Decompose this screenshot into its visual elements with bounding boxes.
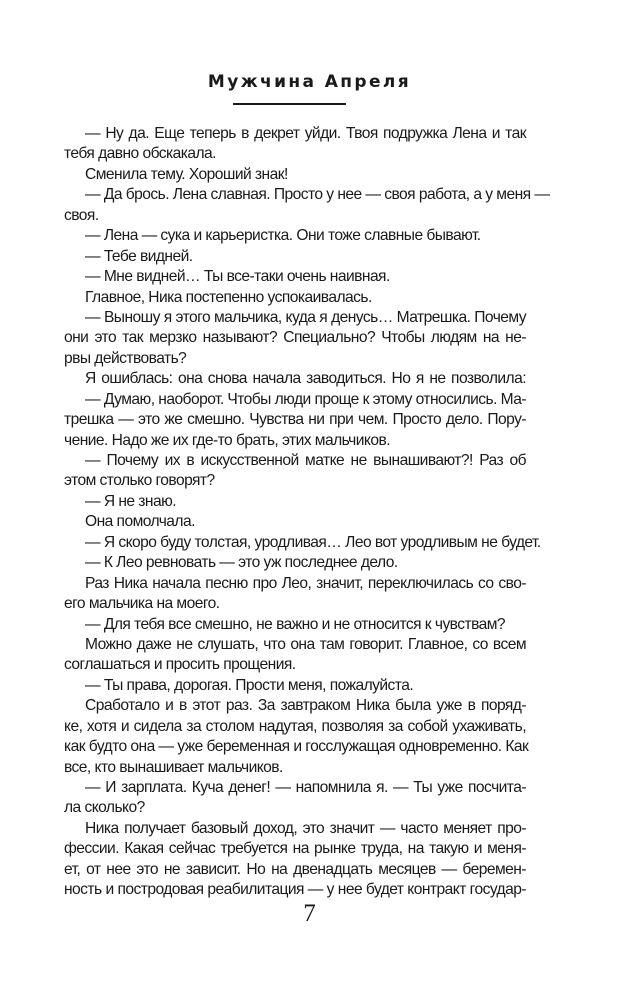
text-line: — И зарплата. Куча денег! — напомнила я. — Ты уже посчита-: [85, 779, 526, 796]
text-line: трешка — это же смешно. Чувства ни при чем. Просто дело. Пору-: [64, 411, 526, 429]
text-line: — Ну да. Еще теперь в декрет уйди. Твоя подружка Лена и так: [85, 125, 526, 142]
text-line: своя.: [64, 206, 99, 224]
text-line: Ника получает базовый доход, это значит — часто меняет про-: [85, 819, 526, 837]
text-line: ет, от нее это не зависит. Но на двенадцать месяцев — беремен-: [64, 860, 526, 878]
text-line: — Мне видней… Ты все-таки очень наивная.: [85, 268, 390, 286]
text-line: — Я скоро буду толстая, уродливая… Лео вот уродливым не будет.: [85, 533, 541, 551]
text-line: — Да брось. Лена славная. Просто у нее — своя работа, а у меня —: [85, 186, 550, 204]
running-header: Мужчина Апреля: [207, 72, 412, 92]
text-line: — Для тебя все смешно, не важно и не относится к чувствам?: [85, 615, 506, 633]
text-line: — Почему их в искусственной матке не вынашивают?! Раз об: [85, 452, 526, 469]
text-line: Я ошиблась: она снова начала заводиться. Но я не позволила:: [85, 370, 526, 388]
header-rule: [233, 103, 346, 105]
text-line: ность и постродовая реабилитация — у нее будет контракт государ-: [64, 881, 526, 899]
text-line: — К Лео ревновать — это уж последнее дело.: [85, 554, 398, 572]
text-line: все, кто вынашивает мальчиков.: [64, 758, 283, 776]
text-line: Она помолчала.: [85, 513, 195, 531]
text-line: — Выношу я этого мальчика, куда я денусь… Матрешка. Почему: [85, 308, 526, 326]
text-line: — Тебе видней.: [85, 247, 193, 265]
text-line: его мальчика на моего.: [64, 595, 220, 613]
text-line: как будто она — уже беременная и госслужащая одновременно. Как: [64, 738, 529, 756]
text-line: этом столько говорят?: [64, 472, 215, 490]
text-line: они это так мерзко называют? Специально? Чтобы людям на не-: [64, 329, 526, 347]
text-line: фессии. Какая сейчас требуется на рынке труда, на такую и меня-: [64, 840, 526, 858]
page-number: 7: [303, 900, 316, 927]
text-line: соглашаться и просить прощения.: [64, 656, 296, 674]
text-line: Можно даже не слушать, что она там говорит. Главное, со всем: [85, 635, 526, 653]
text-line: тебя давно обскакала.: [64, 145, 216, 163]
text-line: ке, хотя и сидела за столом надутая, позволяя за собой ухаживать,: [64, 717, 526, 735]
text-line: — Лена — сука и карьеристка. Они тоже славные бывают.: [85, 227, 481, 245]
text-line: ла сколько?: [64, 799, 145, 817]
text-line: — Я не знаю.: [85, 492, 176, 510]
text-line: Раз Ника начала песню про Лео, значит, переключилась со сво-: [85, 574, 526, 592]
body-text: [64, 124, 550, 901]
text-line: Сменила тему. Хороший знак!: [85, 165, 288, 183]
text-line: рвы действовать?: [64, 349, 187, 367]
text-line: чение. Надо же их где-то брать, этих мальчиков.: [64, 431, 390, 449]
text-line: — Ты права, дорогая. Прости меня, пожалуйста.: [85, 676, 414, 694]
text-line: Сработало и в этот раз. За завтраком Ника была уже в поряд-: [85, 697, 526, 715]
text-line: — Думаю, наоборот. Чтобы люди проще к этому относились. Ма-: [85, 390, 527, 408]
text-line: Главное, Ника постепенно успокаивалась.: [85, 288, 372, 306]
